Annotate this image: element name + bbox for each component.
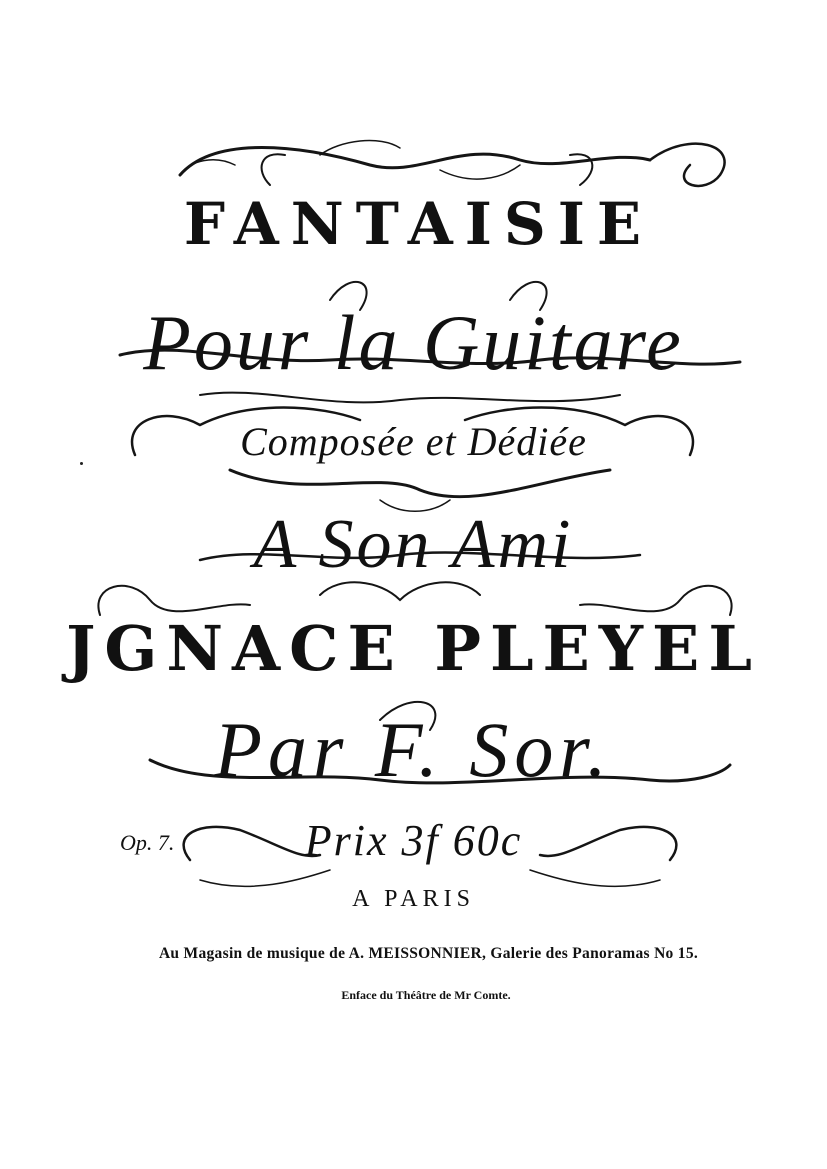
instrument-line: Pour la Guitare [143,299,684,386]
friend-line: A Son Ami [253,506,574,583]
composer-line: Par F. Sor. [214,706,613,793]
address-line: Enface du Théâtre de Mr Comte. [341,988,511,1002]
publisher-line: Au Magasin de musique de A. MEISSONNIER, Galerie des Panoramas No 15. [158,945,699,962]
top-flourish [180,141,725,186]
opus-number: Op. 7. [120,830,175,855]
city-line: A PARIS [352,886,475,912]
price-line: Prix 3f 60c [304,816,523,865]
composed-dedicated-line: Composée et Dédiée [240,419,587,464]
work-title: FANTAISIE [183,190,654,258]
dedicatee-name: JGNACE PLEYEL [66,612,761,685]
